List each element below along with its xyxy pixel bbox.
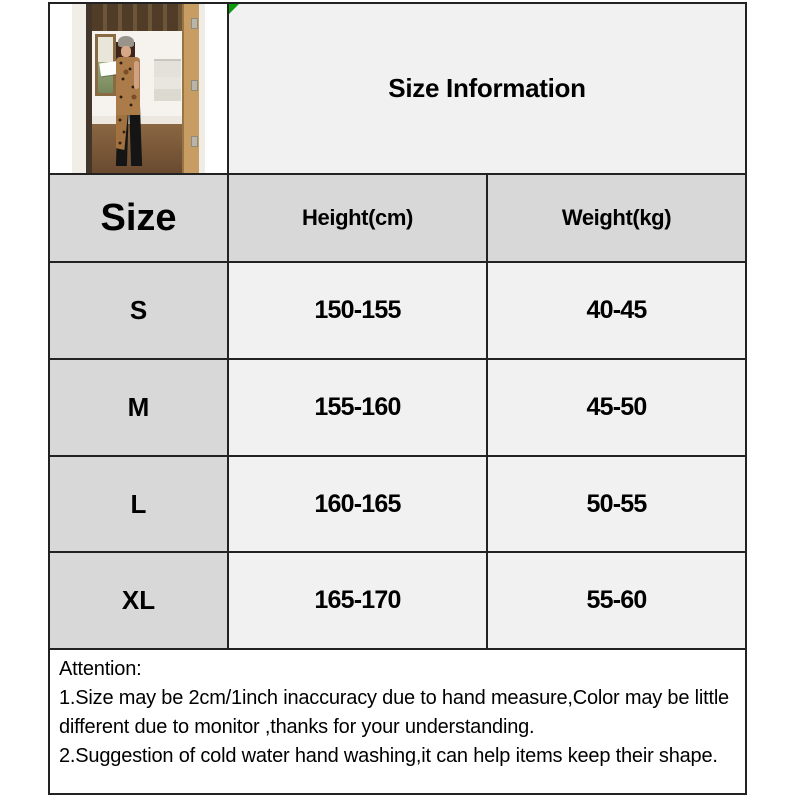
product-photo — [72, 4, 205, 173]
size-label-l: L — [50, 457, 229, 553]
size-information-sheet — [48, 2, 747, 795]
column-header-height: Height(cm) — [229, 175, 488, 263]
attention-heading: Attention: — [59, 658, 142, 680]
height-value-xl: 165-170 — [229, 553, 488, 650]
page-title: Size Information — [388, 73, 586, 103]
height-value-s: 150-155 — [229, 263, 488, 360]
attention-line-2: different due to monitor ,thanks for your understanding. — [59, 716, 535, 738]
photo-sideboard — [154, 59, 181, 101]
height-value-m: 155-160 — [229, 360, 488, 457]
weight-value-s: 40-45 — [488, 263, 745, 360]
attention-note — [50, 650, 745, 793]
photo-left-wall — [72, 4, 86, 173]
column-header-size: Size — [50, 175, 229, 263]
photo-right-wall — [199, 4, 205, 173]
attention-line-3: 2.Suggestion of cold water hand washing,it can help items keep their shape. — [59, 745, 718, 767]
photo-door-hinge-bottom — [191, 136, 198, 147]
weight-value-m: 45-50 — [488, 360, 745, 457]
photo-model-face — [121, 46, 131, 57]
green-corner-marker-icon — [229, 4, 239, 14]
photo-door-hinge-middle — [191, 80, 198, 91]
photo-model-arm — [134, 61, 139, 89]
size-label-m: M — [50, 360, 229, 457]
size-label-s: S — [50, 263, 229, 360]
size-label-xl: XL — [50, 553, 229, 650]
height-value-l: 160-165 — [229, 457, 488, 553]
attention-line-1: 1.Size may be 2cm/1inch inaccuracy due to hand measure,Color may be little — [59, 687, 729, 709]
photo-ceiling-beams — [92, 4, 182, 31]
weight-value-l: 50-55 — [488, 457, 745, 553]
sheet-title-cell — [229, 4, 745, 175]
product-photo-cell — [50, 4, 229, 175]
weight-value-xl: 55-60 — [488, 553, 745, 650]
column-header-weight: Weight(kg) — [488, 175, 745, 263]
photo-door-hinge-top — [191, 18, 198, 29]
